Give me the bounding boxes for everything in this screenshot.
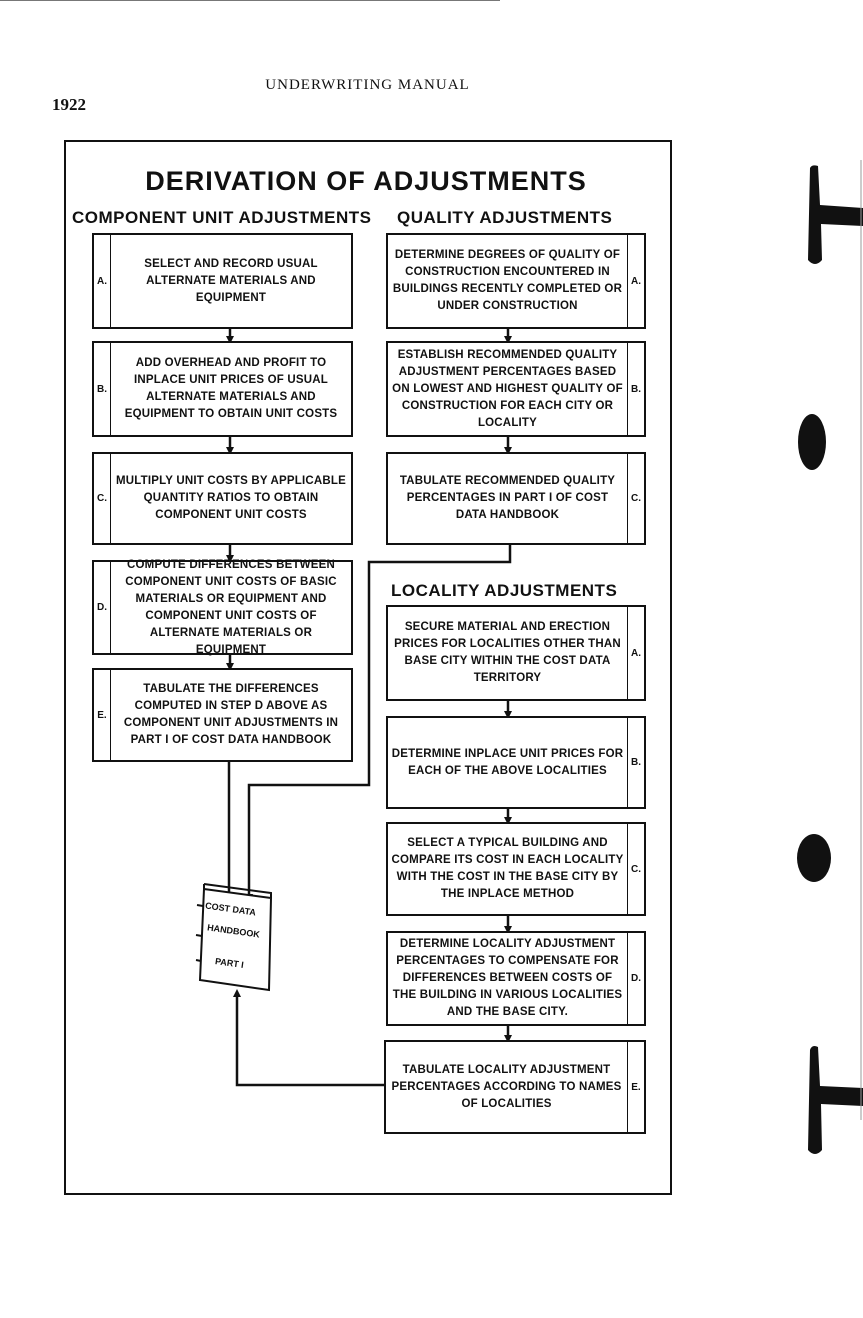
locality-step-e-letter: E. [627,1042,644,1132]
running-head: UNDERWRITING MANUAL [265,77,470,93]
binder-hole-upper-icon [798,414,826,470]
component-heading: COMPONENT UNIT ADJUSTMENTS [72,208,372,227]
binder-tab-bottom-icon [808,1046,863,1154]
quality-heading: QUALITY ADJUSTMENTS [397,208,613,227]
component-step-e [92,668,353,762]
locality-step-b-text: DETERMINE INPLACE UNIT PRICES FOR EACH OF THE ABOVE LOCALITIES [391,747,624,777]
component-step-a-text: SELECT AND RECORD USUAL ALTERNATE MATERIALS AND EQUIPMENT [144,257,318,304]
line-locality-e-to-handbook [237,993,384,1085]
binder-tab-top-icon [808,165,863,264]
locality-step-b [386,716,646,809]
quality-step-c [386,452,646,545]
component-step-b-letter: B. [94,343,111,435]
locality-step-c [386,822,646,916]
quality-step-b-text: ESTABLISH RECOMMENDED QUALITY ADJUSTMENT PERCENTAGES BASED ON LOWEST AND HIGHEST QUALITY OF CONSTRUCTION FOR EACH CITY OR LOCALITY [392,348,623,429]
component-step-e-letter: E. [94,670,111,760]
locality-step-b-letter: B. [627,718,644,807]
locality-step-a [386,605,646,701]
component-step-b-text: ADD OVERHEAD AND PROFIT TO INPLACE UNIT PRICES OF USUAL ALTERNATE MATERIALS AND EQUIPMENT TO OBTAIN UNIT COSTS [124,357,338,420]
quality-step-b-letter: B. [627,343,644,435]
component-step-c-text: MULTIPLY UNIT COSTS BY APPLICABLE QUANTITY RATIOS TO OBTAIN COMPONENT UNIT COSTS [115,475,347,521]
component-step-d-letter: D. [94,562,111,653]
locality-step-c-letter: C. [627,824,644,914]
handbook-line3: PART I [214,956,245,970]
binder-marks [790,160,863,1160]
locality-step-a-letter: A. [627,607,644,699]
locality-step-d-letter: D. [627,933,644,1024]
locality-step-d [386,931,646,1026]
component-step-c-letter: C. [94,454,111,543]
quality-step-a-letter: A. [627,235,644,327]
component-step-a-letter: A. [94,235,111,327]
locality-step-c-text: SELECT A TYPICAL BUILDING AND COMPARE ITS COST IN EACH LOCALITY WITH THE COST IN THE BASE CITY BY THE INPLACE METHOD [391,837,624,900]
quality-step-a [386,233,646,329]
handbook-line2: HANDBOOK [206,922,261,940]
figure-title: DERIVATION OF ADJUSTMENTS [145,166,587,196]
locality-step-e [384,1040,646,1134]
quality-step-b [386,341,646,437]
page-number: 1922 [52,95,86,114]
locality-step-d-text: DETERMINE LOCALITY ADJUSTMENT PERCENTAGES TO COMPENSATE FOR DIFFERENCES BETWEEN COSTS OF THE BUILDING IN VARIOUS LOCALITIES AND THE BASE CITY. [392,938,623,1018]
component-step-a [92,233,353,329]
component-step-c [92,452,353,545]
component-step-d-text: COMPUTE DIFFERENCES BETWEEN COMPONENT UNIT COSTS OF BASIC MATERIALS OR EQUIPMENT AND COMPONENT UNIT COSTS OF ALTERNATE MATERIALS OR EQUIPMENT [125,558,337,656]
component-step-e-text: TABULATE THE DIFFERENCES COMPUTED IN STEP D ABOVE AS COMPONENT UNIT ADJUSTMENTS IN PART I OF COST DATA HANDBOOK [123,683,339,746]
component-step-d [92,560,353,655]
component-step-b [92,341,353,437]
quality-step-a-text: DETERMINE DEGREES OF QUALITY OF CONSTRUCTION ENCOUNTERED IN BUILDINGS RECENTLY COMPLETED OR UNDER CONSTRUCTION [392,249,623,312]
locality-step-e-text: TABULATE LOCALITY ADJUSTMENT PERCENTAGES ACCORDING TO NAMES OF LOCALITIES [391,1063,622,1110]
binder-hole-lower-icon [797,834,831,882]
quality-step-c-text: TABULATE RECOMMENDED QUALITY PERCENTAGES IN PART I OF COST DATA HANDBOOK [399,475,616,521]
handbook-line1: COST DATA [204,900,257,918]
quality-step-c-letter: C. [627,454,644,543]
locality-step-a-text: SECURE MATERIAL AND ERECTION PRICES FOR LOCALITIES OTHER THAN BASE CITY WITHIN THE COST DATA TERRITORY [394,621,621,684]
locality-heading: LOCALITY ADJUSTMENTS [391,581,618,600]
